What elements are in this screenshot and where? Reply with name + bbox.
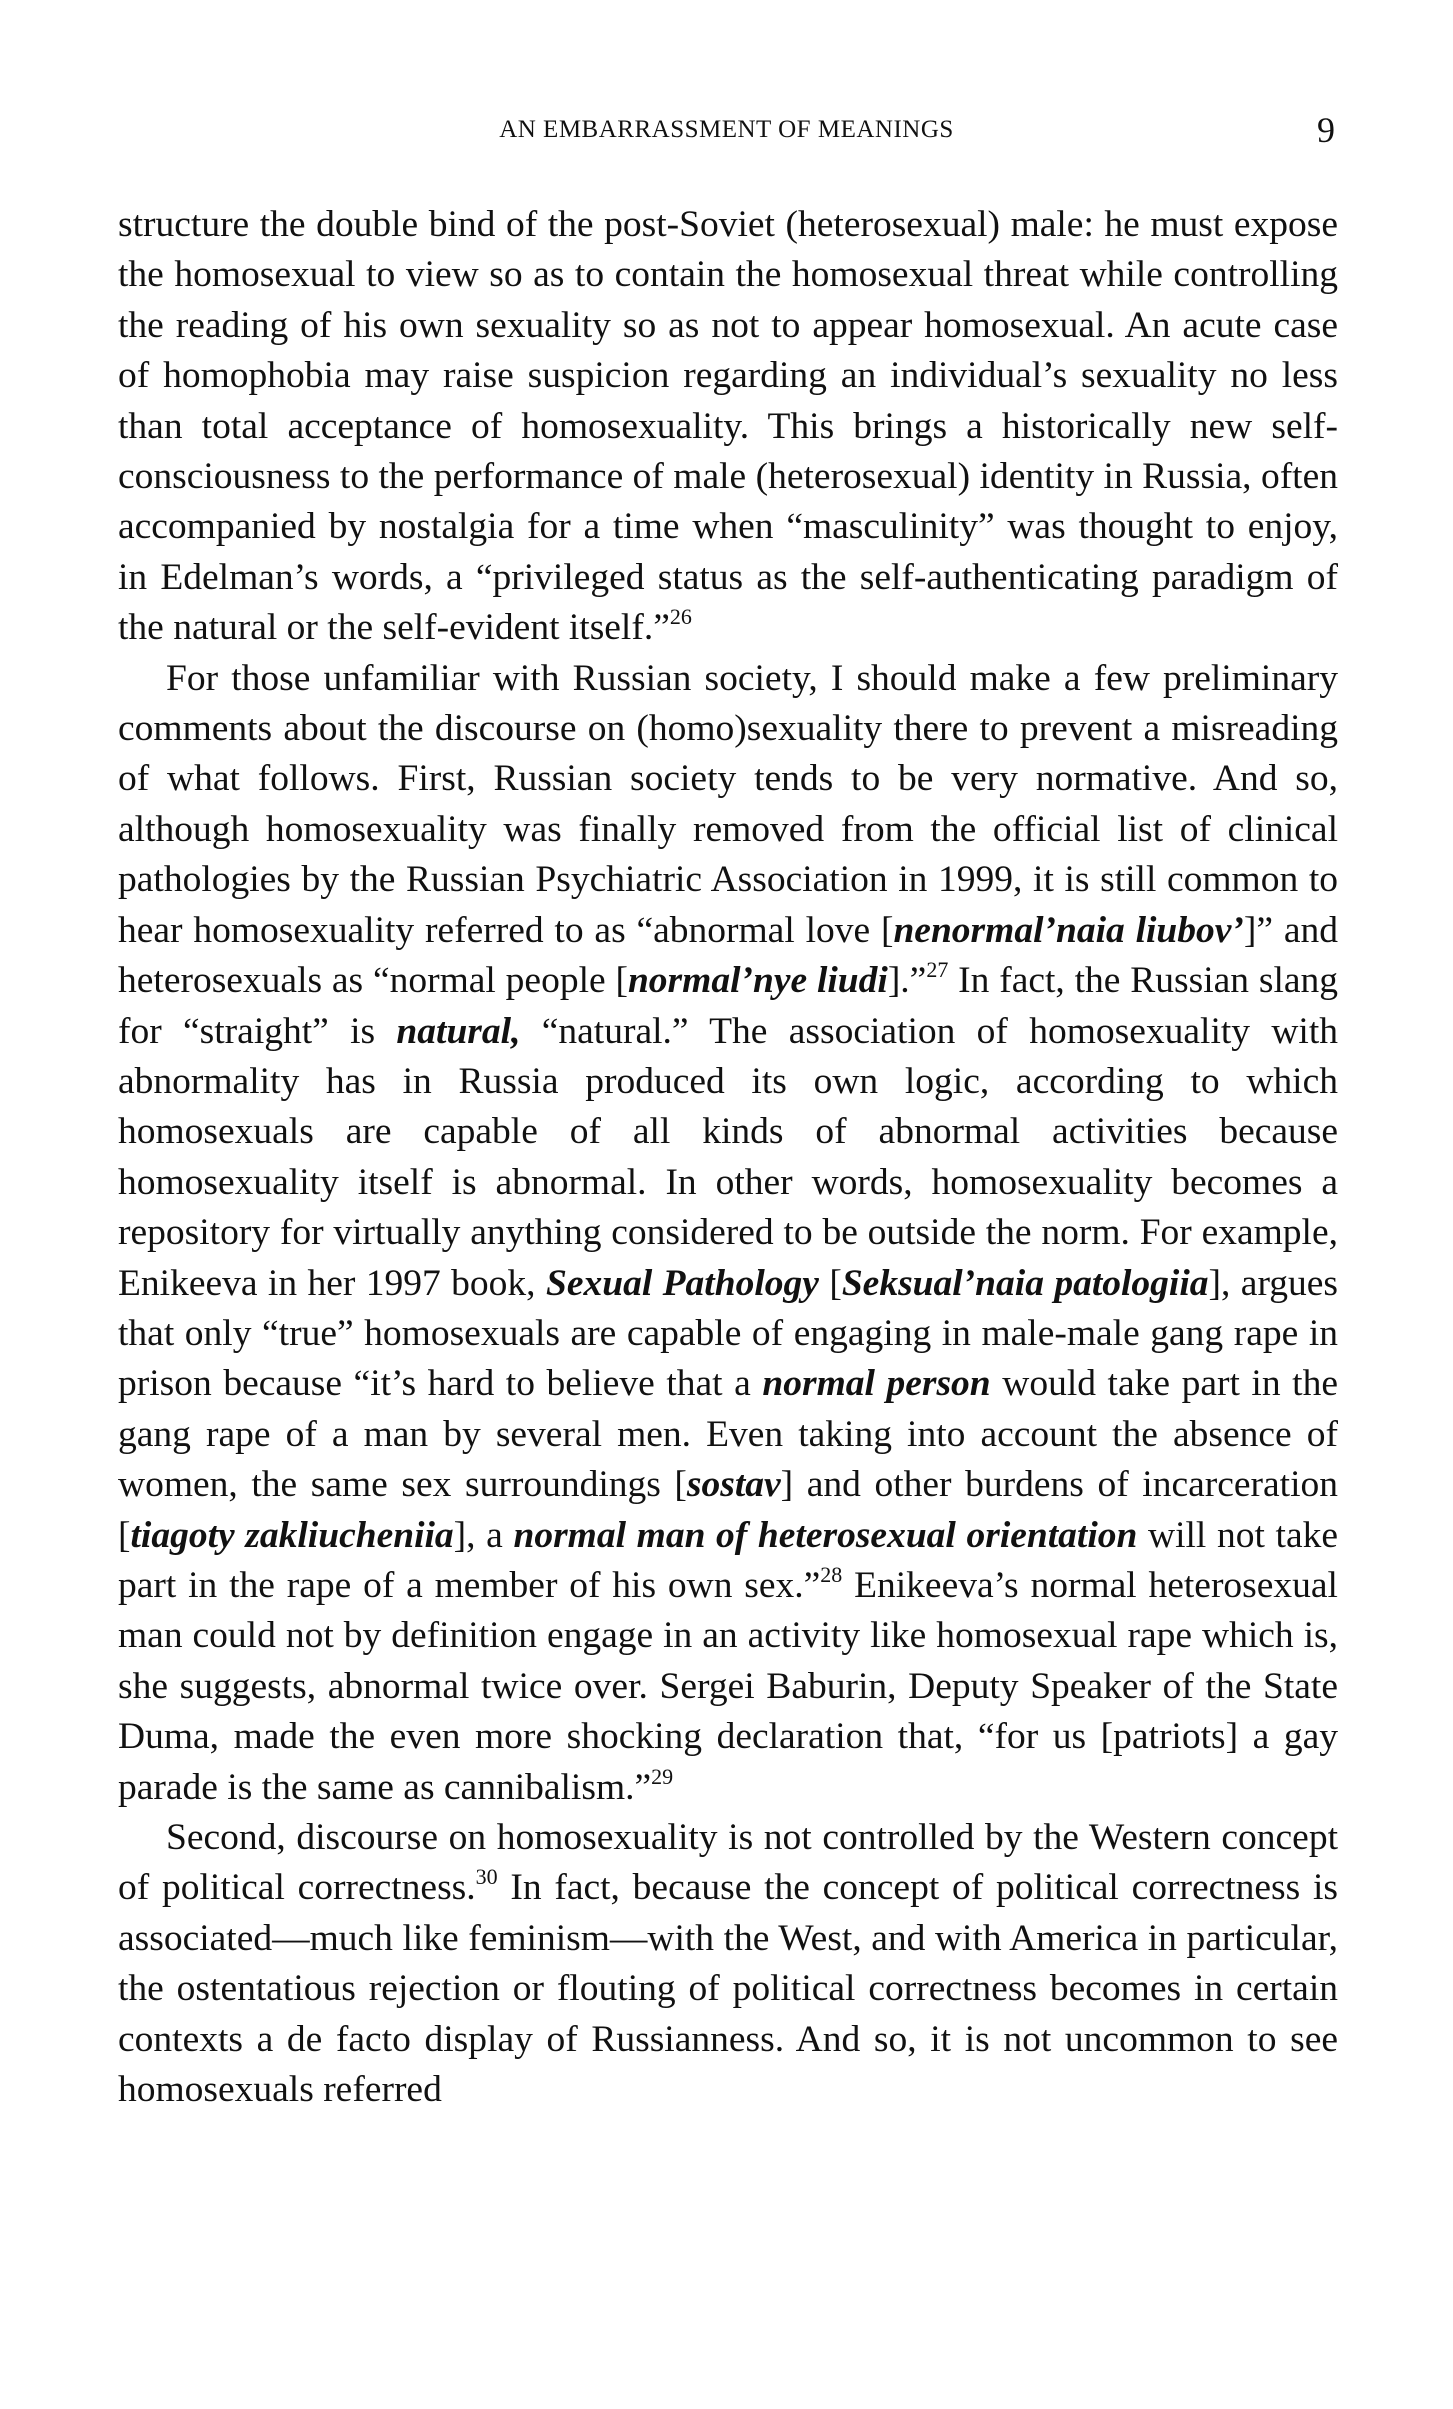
text-run: will not take part in the rape of a member of his own sex.” <box>118 1514 1339 1606</box>
footnote-ref-29: 29 <box>651 1763 674 1789</box>
text-run: structure the double bind of the post-Soviet (heterosexual) male: he must expose the homosexual to view so as to contain the homosexual threat while controlling the reading of his own sexuality so as not to appear homosexual. An acute case of homophobia may raise suspicion regarding an individual’s sexuality no less than total acceptance of homosexuality. This brings a historically new self-consciousness to the performance of male (heterosexual) identity in Russia, often accompanied by nostalgia for a time when “masculinity” was thought to enjoy, in Edelman’s words, a “privileged status as the self-authenticating paradigm of the natural or the self-evident itself.” <box>118 204 1338 649</box>
footnote-ref-30: 30 <box>475 1864 498 1890</box>
running-title: AN EMBARRASSMENT OF MEANINGS <box>499 116 954 143</box>
text-run: For those unfamiliar with Russian society, I should make a few preliminary comments about the discourse on (homo)sexuality there to prevent a misreading of what follows. First, Russian society tends to be very normative. And so, although homosexuality was finally removed from the official list of clinical pathologies by the Russian Psychiatric Association in 1999, it is still common to hear homosexuality referred to as “abnormal love [ <box>118 657 1338 951</box>
text-run: ]” and heterosexuals as “normal people [ <box>118 909 1339 1002</box>
running-head <box>118 106 1335 154</box>
text-run: “natural.” The association of homosexuality with abnormality has in Russia produced its own logic, according to which homosexuals are capable of all kinds of abnormal activities because homosexuality itself is abnormal. In other words, homosexuality becomes a repository for virtually anything considered to be outside the norm. For example, Enikeeva in her 1997 book, <box>118 1010 1338 1304</box>
footnote-ref-27: 27 <box>926 957 949 983</box>
russian-term: natural, <box>396 1010 521 1052</box>
russian-term: nenormal’naia liubov’ <box>893 909 1244 951</box>
text-run: would take part in the gang rape of a man by several men. Even taking into account the absence of women, the same sex surroundings [ <box>118 1363 1338 1506</box>
russian-term: normal’nye liudi <box>627 960 888 1002</box>
text-run: In fact, because the concept of political correctness is associated—much like feminism—with the West, and with America in particular, the ostentatious rejection or flouting of political correctness becomes in certain contexts a de facto display of Russianness. And so, it is not uncommon to see homosexuals referred <box>118 1867 1338 2111</box>
paragraph-3 <box>118 1813 1338 2115</box>
text-run: ].” <box>887 960 927 1002</box>
russian-term: sostav <box>686 1464 781 1506</box>
russian-term: Seksual’naia patologiia <box>841 1262 1209 1304</box>
emphasis: normal person <box>762 1363 991 1405</box>
text-run: [ <box>818 1262 842 1304</box>
page-number: 9 <box>1317 110 1335 150</box>
book-title: Sexual Pathology <box>545 1262 819 1304</box>
text-run: Second, discourse on homosexuality is not controlled by the Western concept of political correctness. <box>118 1817 1338 1909</box>
emphasis: normal man of heterosexual orientation <box>513 1514 1138 1556</box>
text-run: In fact, the Russian slang for “straight” is <box>118 960 1339 1052</box>
body-text <box>118 200 1338 2115</box>
paragraph-1 <box>118 200 1338 654</box>
text-run: ], a <box>453 1514 514 1556</box>
footnote-ref-28: 28 <box>820 1561 843 1587</box>
paragraph-2 <box>118 654 1338 1813</box>
text-run: ], argues that only “true” homosexuals are capable of engaging in male-male gang rape in prison because “it’s hard to believe that a <box>118 1262 1338 1405</box>
text-run: Enikeeva’s normal heterosexual man could not by definition engage in an activity like homosexual rape which is, she suggests, abnormal twice over. Sergei Baburin, Deputy Speaker of the State Duma, made the even more shocking declaration that, “for us [patriots] a gay parade is the same as cannibalism.” <box>118 1564 1338 1808</box>
russian-term: tiagoty zakliucheniia <box>130 1514 454 1556</box>
footnote-ref-26: 26 <box>669 604 692 630</box>
text-run: ] and other burdens of incarceration [ <box>118 1464 1338 1556</box>
